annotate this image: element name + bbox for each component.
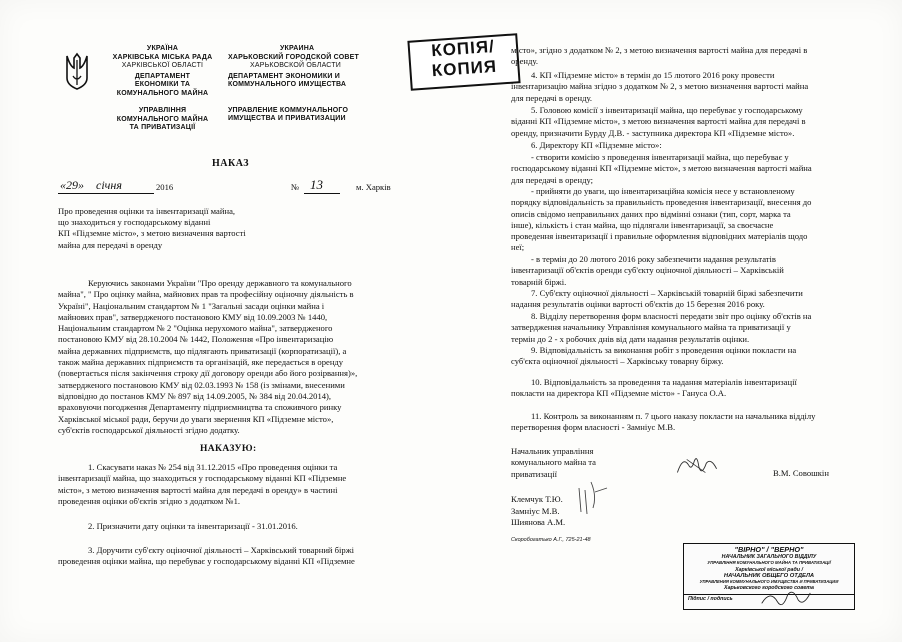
paragraph-line: надання результатів оцінки вартості об'єктів до 15 березня 2016 року. <box>511 299 765 310</box>
date-month: січня <box>96 178 122 192</box>
paragraph-3-continued <box>511 45 861 68</box>
signer-title-line: Начальник управління <box>511 446 594 456</box>
paragraph-6-heading: 6. Директору КП «Підземне місто»: <box>531 140 662 150</box>
approver-name: Шиянова А.М. <box>511 517 566 528</box>
subject-line: що знаходиться у господарському віданні <box>58 217 211 228</box>
paragraph-line: інше), кількість і стан майна, що підлягали інвентаризації, за своєчасне <box>511 219 774 230</box>
paragraph-line: для передачі в оренду. <box>511 92 593 103</box>
header-left <box>90 45 235 133</box>
paragraph-line: оренду. <box>511 56 538 67</box>
header-left-line: КОМУНАЛЬНОГО МАЙНА <box>116 115 209 123</box>
paragraph-3 <box>58 545 418 568</box>
paragraph-line: 8. Відділу перетворення форм власності передати звіт про оцінку об'єктів на <box>531 311 812 321</box>
paragraph-line: місто», з метою визначення вартості майна для передачі в оренду» в частині <box>58 484 338 495</box>
paragraph-1 <box>58 462 418 507</box>
header-right <box>228 45 388 124</box>
preamble-line: майна державних підприємств, що підлягають приватизації (корпоратизації), а <box>58 345 347 356</box>
paragraph-6c <box>511 254 861 288</box>
cert-stamp-line: УПРАВЛЕНИЯ КОММУНАЛЬНОГО ИМУЩЕСТВА И ПРИВАТИЗАЦИИ <box>699 579 839 585</box>
stamp-signature-icon <box>756 586 816 612</box>
signer-title-line: приватизації <box>511 468 557 479</box>
header-left-line: ДЕПАРТАМЕНТ <box>134 72 191 80</box>
subject-line: майна для передачі в оренду <box>58 239 163 250</box>
paragraph-line: 11. Контроль за виконанням п. 7 цього наказу покласти на начальника відділу <box>531 411 816 421</box>
cert-stamp-line: "ВІРНО" / "ВЕРНО" <box>734 545 804 554</box>
header-left-line: ЕКОНОМІКИ ТА <box>134 81 191 88</box>
paragraph-line: - в термін до 20 лютого 2016 року забезпечити надання результатів <box>531 254 776 264</box>
preamble-line: Україні", Національним стандартом № 1 "Загальні засади оцінки майна і <box>58 300 325 311</box>
paragraph-line: порядку відповідальність за правильність проведення інвентаризації, внесення до <box>511 197 812 208</box>
paragraph-line: - прийняти до уваги, що інвентаризаційна комісія несе у встановленому <box>531 186 795 196</box>
cert-stamp-line: УПРАВЛІННЯ КОМУНАЛЬНОГО МАЙНА ТА ПРИВАТИЗАЦІЇ <box>707 560 831 566</box>
subject-line: Про проведення оцінки та інвентаризації майна, <box>58 206 236 216</box>
header-left-line: ТА ПРИВАТИЗАЦІЇ <box>129 124 196 131</box>
paragraph-line: інвентаризації об'єктів оренди суб'єкту оціночної діяльності – Харківській <box>511 265 784 276</box>
cert-stamp-line: НАЧАЛЬНИК ОБЩЕГО ОТДЕЛА <box>723 572 815 579</box>
approver-signature-icon <box>573 478 613 518</box>
header-left-line: УПРАВЛІННЯ <box>138 107 187 114</box>
subject-block <box>58 206 298 251</box>
paragraph-line: оренду, призначити Бурду Д.В. - заступника директора КП «Підземне місто». <box>511 127 795 138</box>
paragraph-line: місто», згідно з додатком № 2, з метою визначення вартості майна для передачі в <box>511 45 808 55</box>
paragraph-line: проведення оцінки майна, що перебуває у господарському віданні КП «Підземне <box>58 556 355 567</box>
header-left-line: УКРАЇНА <box>146 45 179 52</box>
copy-stamp <box>407 33 520 91</box>
executor: Скоробогатько А.Г., 725-21-48 <box>511 537 591 543</box>
date-underline <box>58 193 154 194</box>
paragraph-line: проведення інвентаризації і правильне оформлення відповідних матеріалів щодо <box>511 231 808 242</box>
paragraph-8 <box>511 311 861 345</box>
header-right-line: ИМУЩЕСТВА И ПРИВАТИЗАЦИИ <box>228 115 346 122</box>
cert-stamp-line: НАЧАЛЬНИК ЗАГАЛЬНОГО ВІДДІЛУ <box>721 554 817 560</box>
paragraph-line: 3. Доручити суб'єкту оціночної діяльності – Харківський товарний біржі <box>88 545 355 555</box>
paragraph-line: інвентаризацію майна згідно з додатком № 2, з метою визначення вартості майна <box>511 81 809 92</box>
header-right-line: ХАРЬКОВСКИЙ ГОРОДСКОЙ СОВЕТ <box>228 53 359 61</box>
date-line <box>58 177 418 196</box>
preamble-line: затвердженого постановою КМУ від 02.03.1993 № 158 (із змінами, внесеними <box>58 379 345 390</box>
preamble-line: суб'єктів господарської діяльності згідно додатку. <box>58 424 240 435</box>
approver-name: Замніус М.В. <box>511 505 560 516</box>
order-number-label: № <box>291 182 300 192</box>
paragraph-line: перетворення форм власності - Замніус М.В. <box>511 422 676 433</box>
preamble-line: майнових прав", затвердженого постановою КМУ від 10.09.2003 № 1440, <box>58 311 328 322</box>
paragraph-9 <box>511 345 861 368</box>
paragraph-line: покласти на директора КП «Підземне місто» - Гануса О.А. <box>511 388 727 399</box>
paragraph-10 <box>511 377 861 400</box>
cert-stamp-line: Харківської міської ради / <box>735 566 803 573</box>
paragraph-line: для передачі в оренду; <box>511 174 594 185</box>
trident-emblem-icon <box>64 52 90 92</box>
header-right-line: УПРАВЛЕНИЕ КОММУНАЛЬНОГО <box>228 106 349 114</box>
header-right-line: ХАРЬКОВСКОЙ ОБЛАСТИ <box>250 62 342 69</box>
signer-title-line: комунального майна та <box>511 457 596 468</box>
paragraph-line: термін до 2 - х робочих днів від дати надання результатів оцінки. <box>511 333 750 344</box>
paragraph-line: проведення оцінки об'єктів згідно з додатком №1. <box>58 495 241 506</box>
header-left-line: КОМУНАЛЬНОГО МАЙНА <box>116 89 209 97</box>
signer-name: В.М. Совошкін <box>773 468 829 478</box>
paragraph-11 <box>511 411 861 434</box>
preamble-line: Керуючись законами України "Про оренду державного та комунального <box>88 278 352 288</box>
copy-stamp-line: КОПИЯ <box>431 56 498 81</box>
paragraph-6b <box>511 186 861 254</box>
paragraph-6a <box>511 152 861 186</box>
copy-stamp-line: КОПІЯ/ <box>430 36 496 61</box>
subject-line: КП «Підземне місто», з метою визначення вартості <box>58 228 246 239</box>
order-number: 13 <box>310 177 323 192</box>
cert-stamp-line: Підпис / подпись <box>688 595 733 602</box>
header-right-line: УКРАИНА <box>280 45 315 52</box>
document-title: НАКАЗ <box>212 158 250 169</box>
preamble-line: майна", " Про оцінку майна, майнових прав та професійну оціночну діяльність в <box>58 289 354 300</box>
paragraph-line: 10. Відповідальність за проведення та надання матеріалів інвентаризації <box>531 377 797 387</box>
paragraph-line: господарському віданні КП «Підземне місто», з метою визначення вартості майна <box>511 163 812 174</box>
preamble-line: також майна державних підприємств та організацій, яке передається в оренду <box>58 357 344 368</box>
city: м. Харків <box>356 182 391 192</box>
order-heading: НАКАЗУЮ: <box>200 444 257 454</box>
header-right-line: ДЕПАРТАМЕНТ ЭКОНОМИКИ И <box>228 72 340 80</box>
paragraph-line: 7. Суб'єкту оціночної діяльності – Харківській товарній біржі забезпечити <box>531 288 803 298</box>
paragraph-line: суб'єкта оціночної діяльності – Харківську товарну біржу. <box>511 356 724 367</box>
preamble <box>58 278 418 436</box>
signer-title <box>511 446 651 480</box>
number-underline <box>304 193 340 194</box>
paragraph-line: 9. Відповідальність за виконання робіт з проведення оцінки покласти на <box>531 345 797 355</box>
paragraph-7 <box>511 288 861 311</box>
header-left-line: ХАРКІВСЬКОЇ ОБЛАСТІ <box>121 62 204 69</box>
preamble-line: (повертається після закінчення строку дії договору оренди або його розірвання)», <box>58 368 358 379</box>
paragraph-5 <box>511 105 861 139</box>
signature-head-icon <box>673 452 721 480</box>
preamble-line: враховуючи погодження Департаменту підприємництва та споживчого ринку <box>58 402 342 413</box>
preamble-line: Харківської міської ради, беручи до уваги звернення КП «Підземне місто», <box>58 413 334 424</box>
paragraph-line: віданні КП «Підземне місто», з метою визначення вартості майна для передачі в <box>511 116 806 127</box>
header-left-line: ХАРКІВСЬКА МІСЬКА РАДА <box>112 53 213 61</box>
paragraph-line: - створити комісію з проведення інвентаризації майна, що перебуває у <box>531 152 789 162</box>
preamble-line: відповідно до постанов КМУ № 897 від 14.09.2005, № 384 від 20.04.2014), <box>58 390 332 401</box>
paragraph-line: інвентаризації майна, що знаходиться у господарському віданні КП «Підземне <box>58 473 347 484</box>
paragraph-line: товарній біржі. <box>511 276 567 287</box>
paragraph-line: неї; <box>511 242 525 253</box>
approver-name: Клемчук Т.Ю. <box>511 494 563 504</box>
header-right-line: КОММУНАЛЬНОГО ИМУЩЕСТВА <box>228 81 347 88</box>
date-year: 2016 <box>156 182 174 192</box>
paragraph-line: описів свідомо неправильних даних про відмінні ознаки (тип, сорт, марка та <box>511 208 791 219</box>
paragraph-line: 4. КП «Підземне місто» в термін до 15 лютого 2016 року провести <box>531 70 775 80</box>
paragraph-4 <box>511 70 861 104</box>
paragraph-2: 2. Призначити дату оцінки та інвентаризації - 31.01.2016. <box>88 521 298 531</box>
date-day: «29» <box>60 178 84 192</box>
paragraph-line: 5. Головою комісії з інвентаризації майна, що перебуває у господарському <box>531 105 803 115</box>
preamble-line: Національним стандартом № 2 "Оцінка нерухомого майна", затвердженого <box>58 323 333 334</box>
paragraph-line: затвердження начальнику Управління комунального майна та приватизації у <box>511 322 791 333</box>
preamble-line: постановою КМУ від 28.10.2004 № 1442, Положення «Про інвентаризацію <box>58 334 334 345</box>
cert-stamp-line: Харьковского городского совета <box>724 585 814 592</box>
paragraph-line: 1. Скасувати наказ № 254 від 31.12.2015 «Про проведення оцінки та <box>88 462 338 472</box>
